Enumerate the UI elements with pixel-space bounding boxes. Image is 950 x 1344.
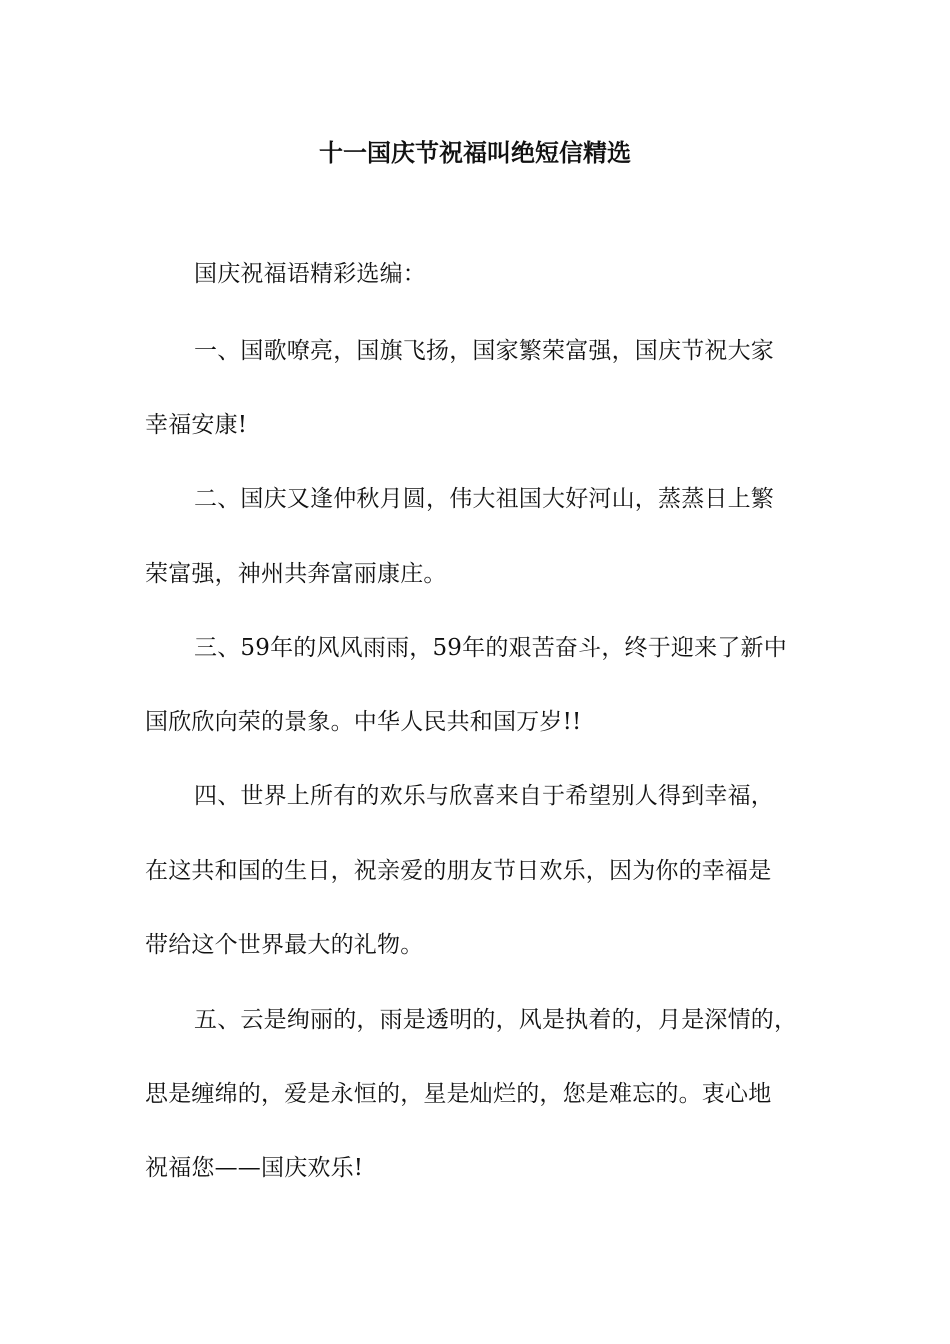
item-4-line-2: 在这共和国的生日，祝亲爱的朋友节日欢乐，因为你的幸福是: [145, 858, 772, 884]
intro-line: 国庆祝福语精彩选编：: [194, 261, 426, 287]
item-2-line-2: 荣富强，神州共奔富丽康庄。: [145, 561, 447, 587]
item-4-line-3: 带给这个世界最大的礼物。: [145, 932, 424, 958]
item-3-line-2: 国欣欣向荣的景象。中华人民共和国万岁!!: [145, 709, 582, 735]
item-1-line-2: 幸福安康!: [145, 412, 248, 438]
document-title: 十一国庆节祝福叫绝短信精选: [319, 138, 631, 167]
item-5-line-3: 祝福您——国庆欢乐!: [145, 1155, 364, 1181]
item-1-line-1: 一、国歌嘹亮，国旗飞扬，国家繁荣富强，国庆节祝大家: [194, 338, 774, 364]
item-5-line-1: 五、云是绚丽的，雨是透明的，风是执着的，月是深情的，: [194, 1007, 798, 1033]
item-2-line-1: 二、国庆又逢仲秋月圆，伟大祖国大好河山，蒸蒸日上繁: [194, 486, 774, 512]
item-5-line-2: 思是缠绵的，爱是永恒的，星是灿烂的，您是难忘的。衷心地: [145, 1081, 772, 1107]
item-4-line-1: 四、世界上所有的欢乐与欣喜来自于希望别人得到幸福，: [194, 783, 774, 809]
item-3-line-1: 三、59年的风风雨雨，59年的艰苦奋斗，终于迎来了新中: [194, 635, 787, 661]
